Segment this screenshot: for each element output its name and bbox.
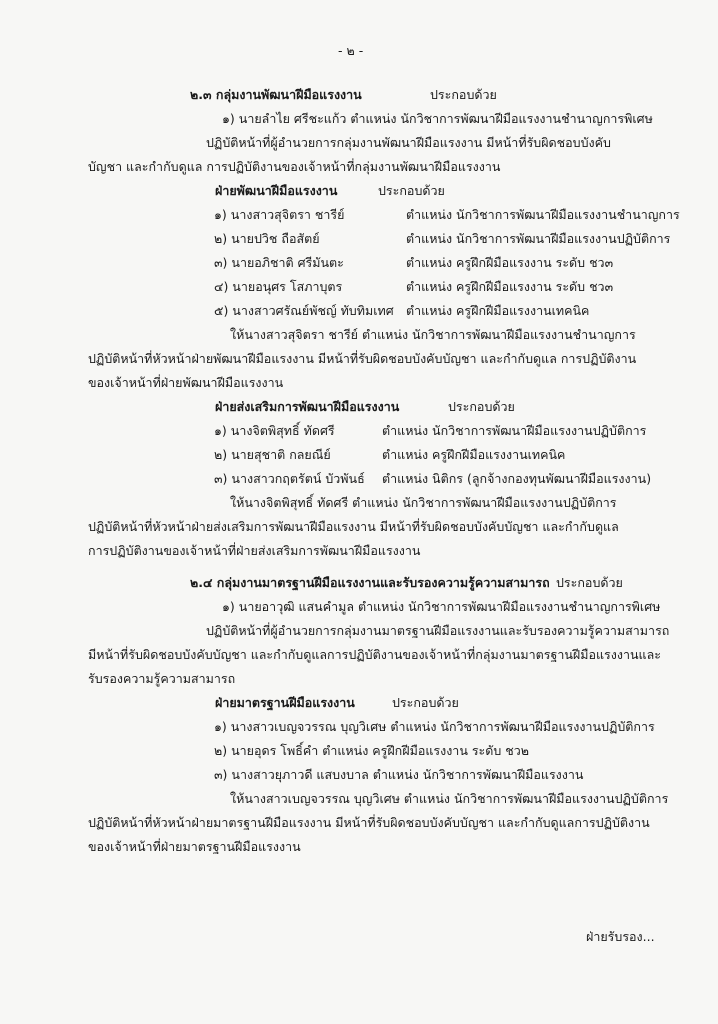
section-2-4-heading-suffix: ประกอบด้วย xyxy=(556,575,623,590)
member-position: ตำแหน่ง นักวิชาการพัฒนาฝีมือแรงงานชำนาญการ xyxy=(406,207,680,222)
section-2-3-duty-line-1: ปฏิบัติหน้าที่ผู้อำนวยการกลุ่มงานพัฒนาฝีมือแรงงาน มีหน้าที่รับผิดชอบบังคับ xyxy=(206,135,611,150)
section-2-3-head-line: ๑) นายลำไย ศรีชะแก้ว ตำแหน่ง นักวิชาการพัฒนาฝีมือแรงงานชำนาญการพิเศษ xyxy=(222,111,653,126)
unit-skill-promotion-assign-1: ให้นางจิตพิสุทธิ์ ทัดศรี ตำแหน่ง นักวิชาการพัฒนาฝีมือแรงงานปฏิบัติการ xyxy=(230,495,617,510)
section-2-4-heading: ๒.๔ กลุ่มงานมาตรฐานฝีมือแรงงานและรับรองความรู้ความสามารถ xyxy=(190,575,550,590)
section-2-3-duty-line-2: บัญชา และกำกับดูแล การปฏิบัติงานของเจ้าหน้าที่กลุ่มงานพัฒนาฝีมือแรงงาน xyxy=(88,159,501,174)
member-position: ตำแหน่ง นิติกร (ลูกจ้างกองทุนพัฒนาฝีมือแรงงาน) xyxy=(382,471,652,486)
section-2-3-heading: ๒.๓ กลุ่มงานพัฒนาฝีมือแรงงาน xyxy=(190,87,362,102)
unit-skill-promotion-heading: ฝ่ายส่งเสริมการพัฒนาฝีมือแรงงาน xyxy=(215,399,400,414)
unit-skill-development-heading: ฝ่ายพัฒนาฝีมือแรงงาน xyxy=(215,183,338,198)
unit-skill-development-assign-1: ให้นางสาวสุจิตรา ชารีย์ ตำแหน่ง นักวิชาการพัฒนาฝีมือแรงงานชำนาญการ xyxy=(230,327,636,342)
unit-skill-standard-assign-2: ปฏิบัติหน้าที่หัวหน้าฝ่ายมาตรฐานฝีมือแรงงาน มีหน้าที่รับผิดชอบบังคับบัญชา และกำกับดูแลการปฏิบัติงาน xyxy=(88,815,650,830)
section-2-4-head-line: ๑) นายอาวุฒิ แสนคำมูล ตำแหน่ง นักวิชาการพัฒนาฝีมือแรงงานชำนาญการพิเศษ xyxy=(222,599,661,614)
unit-skill-standard-assign-1: ให้นางสาวเบญจวรรณ บุญวิเศษ ตำแหน่ง นักวิชาการพัฒนาฝีมือแรงงานปฏิบัติการ xyxy=(230,791,669,806)
member-position: ตำแหน่ง ครูฝึกฝีมือแรงงานเทคนิค xyxy=(406,303,590,318)
member-name: ๔) นายอนุศร โสภาบุตร xyxy=(214,279,343,294)
unit-skill-standard-heading: ฝ่ายมาตรฐานฝีมือแรงงาน xyxy=(215,695,355,710)
page-number: - ๒ - xyxy=(338,43,364,58)
member-position: ตำแหน่ง นักวิชาการพัฒนาฝีมือแรงงานปฏิบัติการ xyxy=(406,231,671,246)
unit-skill-standard-heading-suffix: ประกอบด้วย xyxy=(392,695,459,710)
footer-continuation: ฝ่ายรับรอง... xyxy=(586,929,655,944)
member-line: ๓) นางสาวยุภาวดี แสบงบาล ตำแหน่ง นักวิชาการพัฒนาฝีมือแรงงาน xyxy=(214,767,584,782)
member-position: ตำแหน่ง ครูฝึกฝีมือแรงงาน ระดับ ชว๓ xyxy=(406,279,614,294)
unit-skill-promotion-assign-3: การปฏิบัติงานของเจ้าหน้าที่ฝ่ายส่งเสริมการพัฒนาฝีมือแรงงาน xyxy=(88,543,421,558)
member-position: ตำแหน่ง นักวิชาการพัฒนาฝีมือแรงงานปฏิบัติการ xyxy=(382,423,647,438)
section-2-4-duty-line-2: มีหน้าที่รับผิดชอบบังคับบัญชา และกำกับดูแลการปฏิบัติงานของเจ้าหน้าที่กลุ่มงานมาตรฐานฝีมือแรงงานและ xyxy=(88,647,661,662)
member-name: ๒) นายปวิช ถือสัตย์ xyxy=(214,231,320,246)
member-position: ตำแหน่ง ครูฝึกฝีมือแรงงานเทคนิค xyxy=(382,447,566,462)
member-name: ๑) นางสาวสุจิตรา ชารีย์ xyxy=(214,207,345,222)
member-position: ตำแหน่ง ครูฝึกฝีมือแรงงาน ระดับ ชว๓ xyxy=(406,255,614,270)
section-2-4-duty-line-3: รับรองความรู้ความสามารถ xyxy=(88,671,236,686)
unit-skill-promotion-heading-suffix: ประกอบด้วย xyxy=(448,399,515,414)
unit-skill-promotion-assign-2: ปฏิบัติหน้าที่หัวหน้าฝ่ายส่งเสริมการพัฒนาฝีมือแรงงาน มีหน้าที่รับผิดชอบบังคับบัญชา และกำกับดูแล xyxy=(88,519,619,534)
unit-skill-standard-assign-3: ของเจ้าหน้าที่ฝ่ายมาตรฐานฝีมือแรงงาน xyxy=(88,839,301,854)
member-line: ๑) นางสาวเบญจวรรณ บุญวิเศษ ตำแหน่ง นักวิชาการพัฒนาฝีมือแรงงานปฏิบัติการ xyxy=(214,719,655,734)
member-name: ๓) นางสาวกฤตรัตน์ บัวพันธ์ xyxy=(214,471,365,486)
unit-skill-development-heading-suffix: ประกอบด้วย xyxy=(378,183,445,198)
member-name: ๑) นางจิตพิสุทธิ์ ทัดศรี xyxy=(214,423,335,438)
unit-skill-development-assign-2: ปฏิบัติหน้าที่หัวหน้าฝ่ายพัฒนาฝีมือแรงงาน มีหน้าที่รับผิดชอบบังคับบัญชา และกำกับดูแล การปฏิบัติงาน xyxy=(88,351,637,366)
member-name: ๕) นางสาวศรัณย์พัชญ์ ทับทิมเทศ xyxy=(214,303,394,318)
member-line: ๒) นายอุดร โพธิ์คำ ตำแหน่ง ครูฝึกฝีมือแรงงาน ระดับ ชว๒ xyxy=(214,743,530,758)
unit-skill-development-assign-3: ของเจ้าหน้าที่ฝ่ายพัฒนาฝีมือแรงงาน xyxy=(88,375,284,390)
section-2-3-heading-suffix: ประกอบด้วย xyxy=(430,87,497,102)
section-2-4-duty-line-1: ปฏิบัติหน้าที่ผู้อำนวยการกลุ่มงานมาตรฐานฝีมือแรงงานและรับรองความรู้ความสามารถ xyxy=(206,623,670,638)
member-name: ๓) นายอภิชาติ ศรีมันตะ xyxy=(214,255,344,270)
member-name: ๒) นายสุชาติ กลยณีย์ xyxy=(214,447,331,462)
